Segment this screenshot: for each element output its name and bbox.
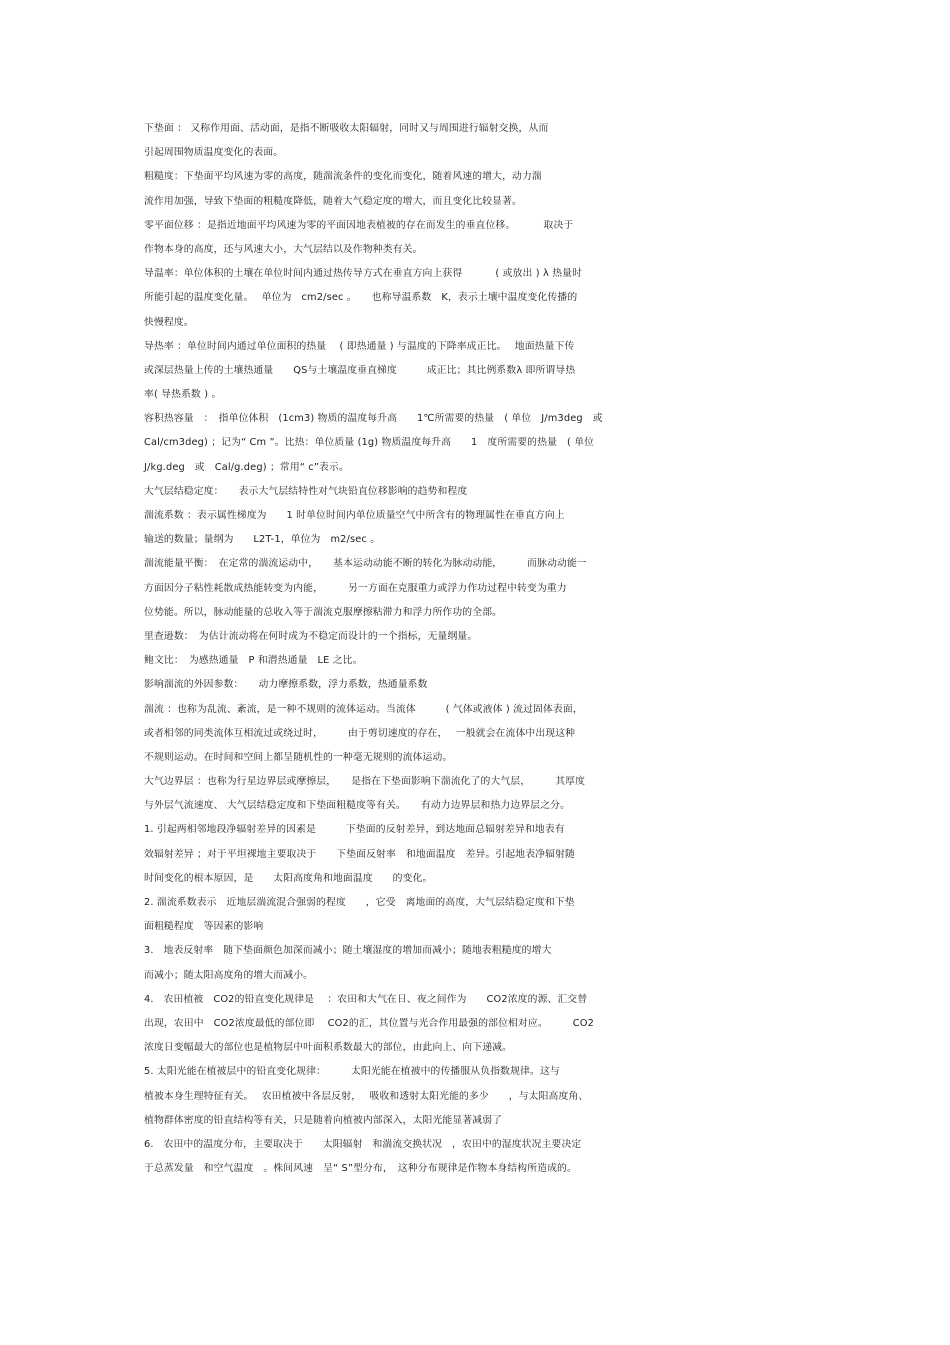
text-line: 大气层结稳定度： 表示大气层结特性对气块铅直位移影响的趋势和程度 (144, 485, 468, 497)
text-line: Cal/cm3deg) ；记为“ Cm ”。比热：单位质量 (1g) 物质温度每升高 1 度所需要的热量 ( 单位 (144, 437, 595, 449)
text-line: 鲍文比： 为感热通量 P 和潜热通量 LE 之比。 (144, 655, 363, 667)
text-line: 4. 农田植被 CO2的铅直变化规律是 ：农田和大气在日、夜之间作为 CO2浓度的源、汇交替 (144, 993, 588, 1005)
text-line: 3. 地表反射率 随下垫面颜色加深而减小；随土壤湿度的增加而减小；随地表粗糙度的增大 (144, 945, 552, 957)
text-line: 不规则运动。在时间和空间上都呈随机性的一种毫无规则的流体运动。 (144, 751, 453, 763)
text-line: 6. 农田中的温度分布，主要取决于 太阳辐射 和湍流交换状况 ，农田中的湿度状况主要决定 (144, 1138, 582, 1150)
text-line: 与外层气流速度、 大气层结稳定度和下垫面粗糙度等有关。 有动力边界层和热力边界层之分。 (144, 800, 571, 812)
text-line: 于总蒸发量 和空气温度 。株间风速 呈“ S”型分布， 这种分布规律是作物本身结构所造成的。 (144, 1163, 577, 1175)
text-line: 或者相邻的同类流体互相流过或绕过时， 由于剪切速度的存在， 一般就会在流体中出现这种 (144, 727, 576, 739)
text-line: 面粗糙程度 等因素的影响 (144, 921, 264, 933)
text-line: 下垫面 ： 又称作用面、活动面，是指不断吸收太阳辐射，同时又与周围进行辐射交换，从而 (144, 123, 549, 134)
text-line: 快慢程度。 (144, 316, 194, 328)
text-line: 零平面位移 ：是指近地面平均风速为零的平面因地表植被的存在而发生的垂直位移。 取决于 (144, 219, 574, 231)
text-line: 1. 引起两相邻地段净辐射差异的因素是 下垫面的反射差异，到达地面总辐射差异和地表有 (144, 824, 565, 836)
text-line: 率( 导热系数 ) 。 (144, 389, 222, 401)
text-line: 里查逊数： 为估计流动将在何时成为不稳定而设计的一个指标，无量纲量。 (144, 630, 478, 642)
text-line: 5. 太阳光能在植被层中的铅直变化规律： 太阳光能在植被中的传播服从负指数规律。这与 (144, 1066, 560, 1078)
text-line: 所能引起的温度变化量。 单位为 cm2/sec 。 也称导温系数 K，表示土壤中温度变化传播的 (144, 292, 578, 304)
text-line: 容积热容量 ： 指单位体积 (1cm3) 物质的温度每升高 1℃所需要的热量 ( 单位 J/m3deg 或 (144, 413, 603, 425)
text-line: 方面因分子粘性耗散成热能转变为内能， 另一方面在克服重力或浮力作功过程中转变为重力 (144, 582, 567, 594)
text-line: 而减小；随太阳高度角的增大而减小。 (144, 969, 314, 981)
text-line: 大气边界层 ：也称为行星边界层或摩擦层， 是指在下垫面影响下湍流化了的大气层， 其厚度 (144, 776, 586, 788)
text-line: 时间变化的根本原因，是 太阳高度角和地面温度 的变化。 (144, 872, 433, 884)
text-line: 输送的数量；量纲为 L2T-1，单位为 m2/sec 。 (144, 534, 381, 546)
text-line: 位势能。所以，脉动能量的总收入等于湍流克服摩擦粘滞力和浮力所作功的全部。 (144, 606, 503, 618)
text-line: 湍流系数 ：表示属性梯度为 1 时单位时间内单位质量空气中所含有的物理属性在垂直方向上 (144, 510, 565, 521)
text-line: 效辐射差异 ；对于平坦裸地主要取决于 下垫面反射率 和地面温度 差异。引起地表净辐射随 (144, 848, 575, 860)
text-line: 湍流 ：也称为乱流、紊流，是一种不规则的流体运动。当流体 ( 气体或液体 ) 流过固体表面， (144, 703, 583, 715)
text-line: 或深层热量上传的土壤热通量 QS与土壤温度垂直梯度 成正比；其比例系数λ 即所谓导热 (144, 364, 576, 376)
text-line: 流作用加强，导致下垫面的粗糙度降低，随着大气稳定度的增大，而且变化比较显著。 (144, 195, 522, 207)
text-line: 植物群体密度的铅直结构等有关，只是随着向植被内部深入，太阳光能显著减弱了 (144, 1114, 503, 1126)
text-line: 2. 湍流系数表示 近地层湍流混合强弱的程度 ，它受 离地面的高度，大气层结稳定度和下垫 (144, 897, 575, 908)
text-line: 植被本身生理特征有关。 农田植被中各层反射， 吸收和透射太阳光能的多少 ，与太阳高度角、 (144, 1090, 589, 1102)
document-body (144, 117, 824, 1181)
text-line: 湍流能量平衡： 在定常的湍流运动中， 基本运动动能不断的转化为脉动动能， 而脉动动能一 (144, 558, 587, 570)
text-line: 导温率：单位体积的土壤在单位时间内通过热传导方式在垂直方向上获得 ( 或放出 ) λ 热量时 (144, 268, 583, 280)
text-line: 引起周围物质温度变化的表面。 (144, 147, 284, 159)
text-line: J/kg.deg 或 Cal/g.deg) ；常用“ c”表示。 (144, 461, 349, 473)
text-line: 导热率 ：单位时间内通过单位面积的热量 ( 即热通量 ) 与温度的下降率成正比。 地面热量下传 (144, 340, 575, 352)
text-line: 作物本身的高度，还与风速大小，大气层结以及作物种类有关。 (144, 243, 423, 255)
text-line: 粗糙度：下垫面平均风速为零的高度，随湍流条件的变化而变化，随着风速的增大，动力湍 (144, 171, 542, 183)
text-line: 浓度日变幅最大的部位也是植物层中叶面积系数最大的部位，由此向上、向下递减。 (144, 1042, 513, 1054)
text-line: 出现，农田中 CO2浓度最低的部位即 CO2的汇，其位置与光合作用最强的部位相对应。 CO2 (144, 1017, 594, 1029)
text-line: 影响湍流的外因参数： 动力摩擦系数，浮力系数，热通量系数 (144, 679, 428, 691)
